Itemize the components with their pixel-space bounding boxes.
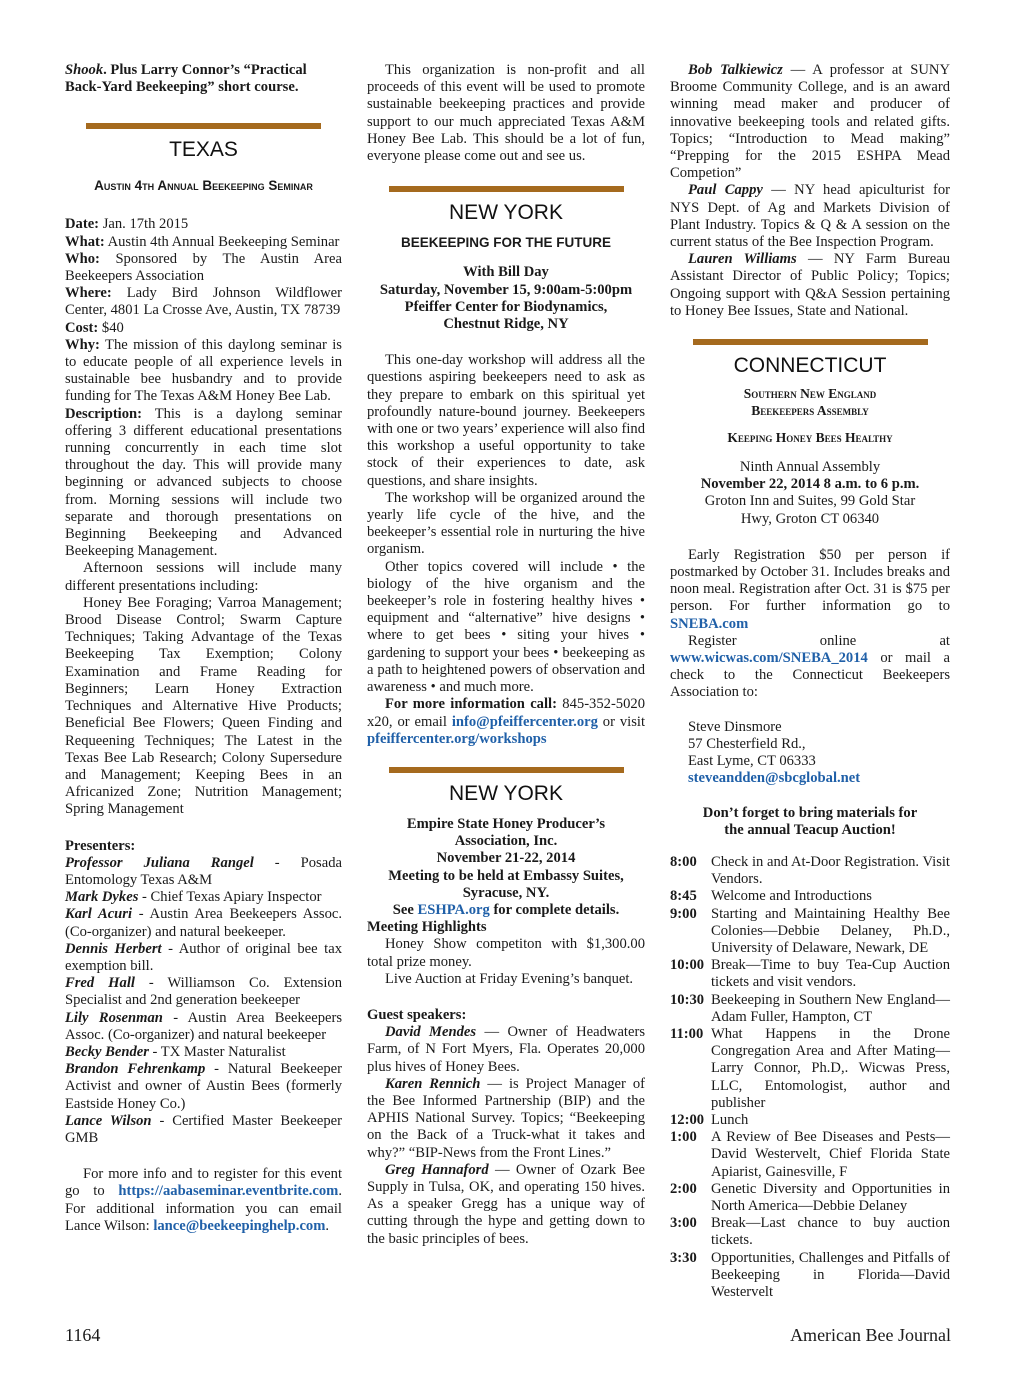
field-what: What: Austin 4th Annual Beekeeping Seminar [65,233,340,250]
section-divider [389,186,624,192]
ny-more-info: For more information call: 845-352-5020 x20, or email info@pfeiffercenter.org or visit pfeiffercenter.org/workshops [367,696,645,747]
schedule-row: 12:00 Lunch [670,1111,749,1128]
topics-list: Honey Bee Foraging; Varroa Management; Brood Disease Control; Swarm Capture Techniques; Taking Advantage of the Texas Beekeeping Tax Exemption; Colony Examination and Frame Reading for Beginners; Learn Honey Extraction Techniques and Alternative Hive Products; Beneficial Bee Flowers; Queen Finding and Requeening Techniques; The Latest in the Texas Bee Lab Research; Colony Supersedure and Management; Keeping Bees in an Africanized Zone; Nutrition Management; Spring Management [65,594,342,818]
ct-theme: Keeping Honey Bees Healthy [727,430,893,446]
schedule-row: 10:00 Break—Time to buy Tea-Cup Auction tickets and visit vendors. [670,957,950,991]
sneba-link[interactable]: SNEBA.com [670,615,749,632]
column-3 [670,62,950,1301]
schedule-row: 9:00 Starting and Maintaining Healthy Bee Colonies—Debbie Delaney, Ph.D., University of Delaware, Newark, DE [670,905,950,956]
event-title: Austin 4th Annual Beekeeping Seminar [94,178,313,194]
pfeiffer-email-link[interactable]: info@pfeiffercenter.org [451,713,598,730]
ct-online-registration: Register online at www.wicwas.com/SNEBA_2014 or mail a check to the Connecticut Beekeepers Association to: [670,632,950,701]
presenter-item: Professor Juliana Rangel - Posada Entomology Texas A&M [65,854,342,888]
speaker-item: Greg Hannaford — Owner of Ozark Bee Supply in Tulsa, OK, and operating 150 hives. As a speaker Gregg has a unique way of cutting through the hype and getting down to the basic principles of bees. [367,1161,646,1247]
section-divider [693,339,928,345]
mailing-address: Steve Dinsmore 57 Chesterfield Rd., East Lyme, CT 06333 steveandden@sbcglobal.net [688,718,861,787]
schedule-row: 3:30 Opportunities, Challenges and Pitfalls of Beekeeping in Florida—David Westervelt [670,1249,950,1300]
eshpa-details: Empire State Honey Producer’s Association, Inc. November 21-22, 2014 Meeting to be held at Embassy Suites, Syracuse, NY. See ESHPA.org for complete details. [388,815,624,918]
section-divider [86,123,321,129]
schedule-row: 8:45 Welcome and Introductions [670,888,872,905]
wicwas-link[interactable]: www.wicwas.com/SNEBA_2014 [670,650,868,667]
teacup-reminder: Don’t forget to bring materials for the annual Teacup Auction! [702,804,918,838]
presenters-list [65,855,342,1147]
schedule-row: 8:00 Check in and At-Door Registration. Visit Vendors. [670,853,950,888]
highlight-1: Honey Show competiton with $1,300.00 total prize money. [367,936,645,970]
speaker-item: Karen Rennich — is Project Manager of the Bee Informed Partnership (BIP) and the APHIS National Survey. Topics; “Beekeeping on the Back of a Truck-what it takes and why?” “BIP-News from the Front Lines.” [367,1075,645,1161]
ct-organization: Southern New England Beekeepers Assembly [743,386,877,419]
schedule-row: 11:00 What Happens in the Drone Congregation Area and After Mating—Larry Connor, Ph.D,. Wicwas Press, LLC, Entomologist, author and publisher [670,1025,950,1111]
ny-event-details: With Bill Day Saturday, November 15, 9:00am-5:00pm Pfeiffer Center for Biodynamics, Chestnut Ridge, NY [379,264,633,333]
pfeiffer-workshops-link[interactable]: pfeiffercenter.org/workshops [367,730,547,747]
field-date: Date: Jan. 17th 2015 [65,216,189,233]
field-why: Why: The mission of this daylong seminar is to educate people of all experience levels in sustainable bee husbandry and to provide funding for The Texas A&M Honey Bee Lab. [65,336,342,405]
ny-paragraph-1: This one-day workshop will address all the questions aspiring beekeepers need to ask as they prepare to embark on this spiritual yet profoundly nature-bound journey. Beekeepers with one or two years’ experience will also find this workshop a useful opportunity to take stock of their experiences to date, ask questions, and share insights. [367,352,645,489]
presenter-item: Lily Rosenman - Austin Area Beekeepers Assoc. (Co-organizer) and natural beekeeper [65,1009,343,1043]
ny-event-title: BEEKEEPING FOR THE FUTURE [400,235,611,251]
field-description: Description: This is a daylong seminar offering 3 different educational presentations running concurrently in each time slot throughout the day. This will provide many beginning or advanced subjects to choose from. Morning sessions will include two separate and thorough presentations on Beginning Beekeeping and Advanced Beekeeping Management. [65,405,342,560]
nonprofit-paragraph: This organization is non-profit and all proceeds of this event will be used to promote sustainable beekeeping practices and provide support to our much appreciated Texas A&M Honey Bee Lab. This should be a lot of fun, everyone please come out and see us. [367,62,645,165]
state-heading-texas: TEXAS [169,138,238,162]
lance-email-link[interactable]: lance@beekeepinghelp.com [153,1217,326,1234]
state-heading-new-york-2: NEW YORK [449,781,563,805]
ct-event-details: Ninth Annual Assembly November 22, 2014 8 a.m. to 6 p.m. Groton Inn and Suites, 99 Gold Star Hwy, Groton CT 06340 [700,459,920,527]
schedule-row: 10:30 Beekeeping in Southern New England—Adam Fuller, Hampton, CT [670,991,950,1025]
state-heading-connecticut: CONNECTICUT [733,354,887,378]
schedule-row: 3:00 Break—Last chance to buy auction tickets. [670,1215,950,1249]
presenter-item: Dennis Herbert - Author of original bee tax exemption bill. [65,940,343,974]
presenter-item: Brandon Fehrenkamp - Natural Beekeeper Activist and owner of Austin Bees (formerly Eastside Honey Co.) [65,1061,343,1112]
section-divider [389,767,624,773]
ct-early-registration: Early Registration $50 per person if postmarked by October 31. Includes breaks and noon meal. Registration after Oct. 31 is $75 per person. For further information go to SNEBA.com [670,546,950,632]
eshpa-link[interactable]: ESHPA.org [417,901,490,918]
field-where: Where: Lady Bird Johnson Wildflower Center, 4801 La Crosse Ave, Austin, TX 78739 [65,285,342,319]
presenter-item: Mark Dykes - Chief Texas Apiary Inspector [65,889,322,906]
presenters-heading: Presenters: [65,837,136,854]
speaker-item: David Mendes — Owner of Headwaters Farm, of N Fort Myers, Fla. Operates 20,000 plus hives of Honey Bees. [367,1024,646,1075]
field-cost: Cost: $40 [65,319,124,336]
column-2 [367,62,645,1248]
register-info: For more info and to register for this event go to https://aabaseminar.eventbrite.com. For additional information you can email Lance Wilson: lance@beekeepinghelp.com. [65,1166,342,1234]
presenter-item: Lance Wilson - Certified Master Beekeeper GMB [65,1112,342,1146]
presenter-item: Becky Bender - TX Master Naturalist [65,1043,286,1060]
journal-name: American Bee Journal [790,1325,951,1345]
field-who: Who: Sponsored by The Austin Area Beekeepers Association [65,250,342,285]
highlights-heading: Meeting Highlights [367,919,487,936]
speaker-item: Lauren Williams — NY Farm Bureau Assistant Director of Public Policy; Topics; Ongoing support with Q&A Session pertaining to Honey Bee Issues, State and National. [670,251,950,319]
presenter-item: Karl Acuri - Austin Area Beekeepers Assoc. (Co-organizer) and natural beekeeper. [65,906,342,940]
column-1 [65,62,342,1235]
page-number: 1164 [65,1325,101,1345]
schedule-row: 1:00 A Review of Bee Diseases and Pests—David Westervelt, Chief Florida State Apiarist, Gainesville, F [670,1129,950,1180]
speaker-item: Bob Talkiewicz — A professor at SUNY Broome Community College, and is an award winning mead maker and producer of innovative beekeeping tools and related gifts. Topics; “Introduction to Mead making” “Prepping for the 2015 ESHPA Mead Competion” [670,62,950,182]
event-fields [65,216,342,560]
intro-line: Shook. Plus Larry Connor’s “Practical Back-Yard Beekeeping” short course. [65,62,307,96]
schedule-row: 2:00 Genetic Diversity and Opportunities in North America—Debbie Delaney [670,1180,950,1214]
highlight-2: Live Auction at Friday Evening’s banquet. [385,970,634,987]
ny-paragraph-2: The workshop will be organized around the yearly life cycle of the hive, and the beekeeper’s essential role in nurturing the hive organism. [367,489,645,558]
speaker-item: Paul Cappy — NY head apiculturist for NYS Dept. of Ag and Markets Division of Plant Industry. Topics & Q & A session on the current status of the Bee Inspection Program. [670,182,950,251]
schedule [670,854,950,1301]
ny-paragraph-3: Other topics covered will include • the biology of the hive organism and the beekeeper’s role in fostering healthy hives • equipment and “alternative” hive designs • where to get bees • siting your hives • gardening to support your bees • beekeeping as a path to heightened powers of observation and awareness • and much more. [367,558,645,696]
steve-email-link[interactable]: steveandden@sbcglobal.net [688,770,861,787]
state-heading-new-york: NEW YORK [449,201,563,225]
afternoon-text: Afternoon sessions will include many different presentations including: [65,560,342,594]
presenter-item: Fred Hall - Williamson Co. Extension Specialist and 2nd generation beekeeper [65,975,343,1009]
eventbrite-link[interactable]: https://aabaseminar.eventbrite.com [118,1183,339,1200]
guest-speakers-heading: Guest speakers: [367,1006,467,1023]
